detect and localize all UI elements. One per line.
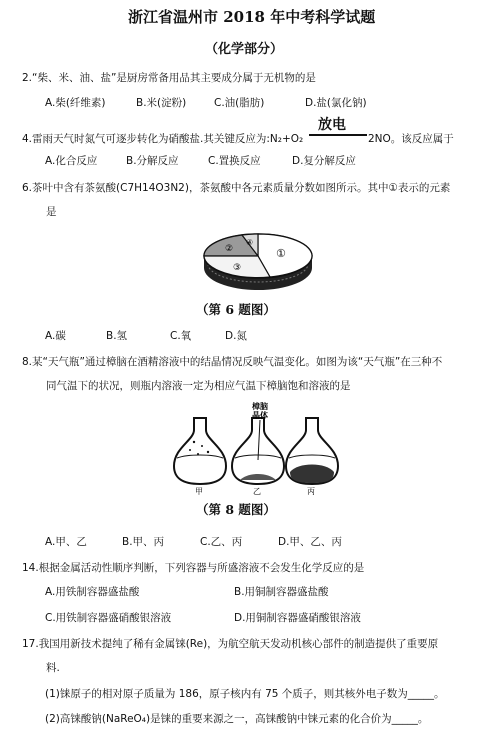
question-6-stem-line1: 6.茶叶中含有茶氨酸(C7H14O3N2)，茶氨酸中各元素质量分数如图所示。其中①表示的元素	[22, 182, 451, 194]
figure-8-caption: （第 8 题图）	[196, 502, 276, 517]
q4-option-c: C.置换反应	[208, 155, 261, 167]
q6-option-d: D.氮	[225, 330, 247, 342]
question-2-stem: 2.“柴、米、油、盐”是厨房常备用品其主要成分属于无机物的是	[22, 72, 316, 84]
q14-option-a: A.用铁制容器盛盐酸	[45, 586, 140, 598]
q6-option-b: B.氢	[106, 330, 128, 342]
q14-option-d: D.用铜制容器盛硝酸银溶液	[234, 612, 361, 624]
q8-option-c: C.乙、丙	[200, 536, 243, 548]
page-title: 浙江省温州市 2018 年中考科学试题	[128, 8, 376, 26]
bottle-label-jia: 甲	[195, 487, 203, 495]
q8-weather-bottles	[168, 400, 348, 495]
question-4-stem-a: 4.雷雨天气时氮气可逐步转化为硝酸盐.其关键反应为:N₂+O₂	[22, 133, 304, 145]
question-17-stem-line1: 17.我国用新技术提纯了稀有金属铼(Re)，为航空航天发动机核心部件的制造提供了重要原	[22, 638, 439, 650]
q6-option-a: A.碳	[45, 330, 66, 342]
q2-option-d: D.盐(氯化钠)	[305, 97, 367, 109]
pie-label-2: ②	[225, 244, 234, 254]
page-subtitle: （化学部分）	[205, 42, 284, 57]
question-14-stem: 14.根据金属活动性顺序判断，下列容器与所盛溶液不会发生化学反应的是	[22, 562, 365, 574]
question-17-sub1: (1)铼原子的相对原子质量为 186，原子核内有 75 个质子，则其核外电子数为_____。	[45, 688, 445, 700]
question-6-stem-line2: 是	[46, 206, 57, 218]
q2-option-c: C.油(脂肪)	[214, 97, 265, 109]
reaction-condition-label: 放电	[318, 117, 346, 133]
pie-label-1: ①	[276, 247, 286, 260]
bottle-label-yi: 乙	[253, 487, 261, 495]
question-17-stem-line2: 料.	[46, 662, 60, 674]
q8-option-d: D.甲、乙、丙	[278, 536, 342, 548]
bottle-bing	[286, 418, 338, 484]
q4-option-b: B.分解反应	[126, 155, 179, 167]
q8-option-b: B.甲、丙	[122, 536, 165, 548]
question-8-stem-line1: 8.某“天气瓶”通过樟脑在酒精溶液中的结晶情况反映气温变化。如图为该“天气瓶”在三种不	[22, 356, 443, 368]
q14-option-b: B.用铜制容器盛盐酸	[234, 586, 329, 598]
crystal-label-1: 樟脑	[252, 402, 268, 411]
q6-option-c: C.氧	[170, 330, 192, 342]
pie-label-3: ③	[233, 263, 242, 273]
q14-option-c: C.用铁制容器盛硝酸银溶液	[45, 612, 172, 624]
q2-option-b: B.米(淀粉)	[136, 97, 187, 109]
reaction-arrow-line	[309, 134, 367, 136]
bottle-label-bing: 丙	[307, 487, 315, 495]
q8-option-a: A.甲、乙	[45, 536, 87, 548]
figure-6-caption: （第 6 题图）	[196, 302, 276, 317]
q4-option-d: D.复分解反应	[292, 155, 356, 167]
q2-option-a: A.柴(纤维素)	[45, 97, 106, 109]
q6-pie-chart	[198, 224, 318, 296]
question-8-stem-line2: 同气温下的状况，则瓶内溶液一定为相应气温下樟脑饱和溶液的是	[46, 380, 351, 392]
question-4-stem-b: 2NO。该反应属于	[368, 133, 454, 145]
crystal-label-2: 晶体	[252, 411, 268, 420]
question-17-sub2: (2)高铼酸钠(NaReO₄)是铼的重要来源之一，高铼酸钠中铼元素的化合价为_____。	[45, 713, 429, 725]
pie-label-4: ④	[246, 238, 254, 247]
q4-option-a: A.化合反应	[45, 155, 98, 167]
bottle-jia	[174, 418, 226, 484]
